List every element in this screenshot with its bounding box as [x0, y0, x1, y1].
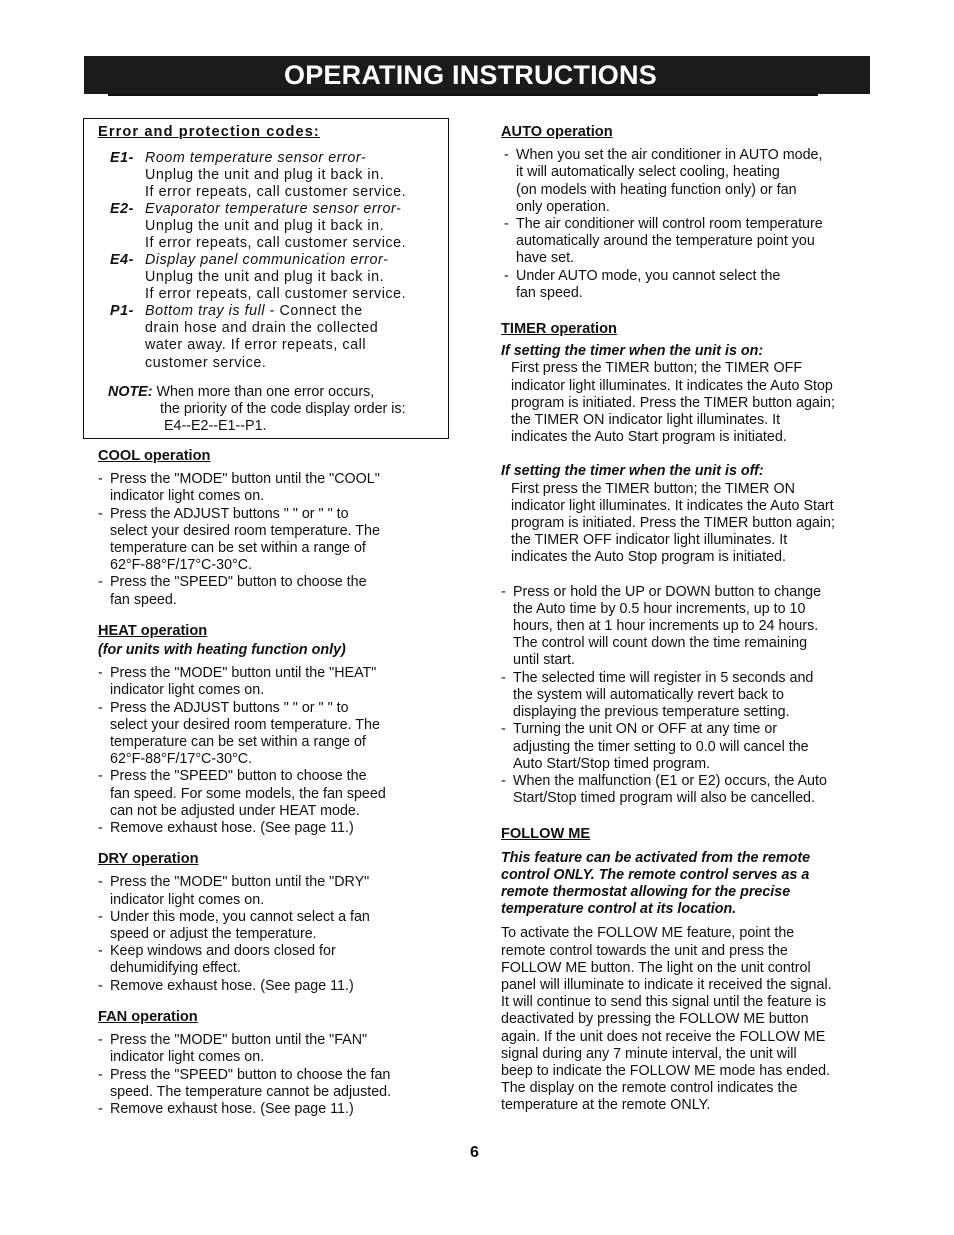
item-line: indicator light comes on. — [110, 891, 265, 908]
timer-off-text — [501, 481, 873, 567]
list-item: - Press the "MODE" button until the "COOL" indicator light comes on. — [98, 471, 458, 505]
text-line: indicates the Auto Start program is initiated. — [511, 429, 787, 446]
list-item: - Remove exhaust hose. (See page 11.) — [98, 820, 458, 837]
error-code: E4- — [110, 252, 134, 268]
error-codes-title: Error and protection codes: — [98, 124, 320, 140]
text-line: The display on the remote control indicates the — [501, 1080, 798, 1097]
text-line: remote control towards the unit and press the — [501, 942, 788, 959]
follow-me-intro — [501, 850, 873, 919]
list-item: - Press the "MODE" button until the "DRY" indicator light comes on. — [98, 874, 458, 908]
text-line: beep to indicate the FOLLOW ME mode has ended. — [501, 1062, 831, 1079]
list-item: - Press the "SPEED" button to choose the fan speed. The temperature cannot be adjusted. — [98, 1067, 458, 1101]
item-line: only operation. — [516, 198, 610, 215]
list-item: - Under this mode, you cannot select a fan speed or adjust the temperature. — [98, 909, 458, 943]
item-line: select your desired room temperature. The — [110, 716, 380, 733]
error-code: E1- — [110, 150, 134, 166]
item-line: Press the ADJUST buttons " " or " " to — [110, 699, 349, 716]
item-line: displaying the previous temperature setting. — [513, 704, 790, 721]
item-line: Press the "SPEED" button to choose the — [110, 768, 367, 785]
error-e1 — [110, 150, 440, 202]
dry-heading: DRY operation — [98, 851, 199, 868]
error-e4 — [110, 252, 440, 304]
list-item: - Turning the unit ON or OFF at any time or adjusting the timer setting to 0.0 will cancel the Auto Start/Stop timed program. — [501, 721, 873, 773]
list-item: - When the malfunction (E1 or E2) occurs, the Auto Start/Stop timed program will also be cancelled. — [501, 773, 873, 807]
text-line: indicator light illuminates. It indicates the Auto Start — [511, 497, 834, 514]
error-line: drain hose and drain the collected — [145, 320, 379, 337]
item-line: (on models with heating function only) or fan — [516, 181, 797, 198]
item-line: The air conditioner will control room temperature — [516, 216, 823, 233]
follow-me-section — [501, 826, 873, 1114]
timer-on-title: If setting the timer when the unit is on: — [501, 343, 764, 360]
list-item: - Press the "SPEED" button to choose the fan speed. — [98, 574, 458, 608]
title-bar — [84, 56, 870, 94]
item-line: When the malfunction (E1 or E2) occurs, the Auto — [513, 772, 827, 789]
item-line: Press the "SPEED" button to choose the — [110, 574, 367, 591]
item-line: until start. — [513, 652, 575, 669]
text-line: deactivated by pressing the FOLLOW ME button — [501, 1011, 809, 1028]
item-line: Auto Start/Stop timed program. — [513, 755, 711, 772]
item-line: The control will count down the time remaining — [513, 635, 808, 652]
list-item: - The air conditioner will control room temperature automatically around the temperature point you have set. — [504, 216, 873, 268]
item-line: Remove exhaust hose. (See page 11.) — [110, 977, 354, 994]
item-line: Remove exhaust hose. (See page 11.) — [110, 1100, 354, 1117]
item-line: The selected time will register in 5 seconds and — [513, 669, 814, 686]
item-line: adjusting the timer setting to 0.0 will cancel the — [513, 738, 809, 755]
dry-section — [98, 851, 458, 995]
cool-section — [98, 448, 458, 609]
item-line: Turning the unit ON or OFF at any time or — [513, 721, 778, 738]
follow-me-heading: FOLLOW ME — [501, 826, 591, 843]
text-line: temperature at the remote ONLY. — [501, 1097, 711, 1114]
timer-on-text — [501, 360, 873, 446]
list-item: - Keep windows and doors closed for dehumidifying effect. — [98, 943, 458, 977]
item-line: Start/Stop timed program will also be cancelled. — [513, 790, 815, 807]
item-line: indicator light comes on. — [110, 682, 265, 699]
follow-me-body — [501, 925, 873, 1114]
list-item: - Press the ADJUST buttons " " or " " to select your desired room temperature. The temperature can be set within a range of 62°F-88°F/17°C-30°C. — [98, 506, 458, 575]
text-line: again. If the unit does not receive the FOLLOW ME — [501, 1028, 826, 1045]
left-column — [98, 448, 458, 1118]
text-line: indicator light illuminates. It indicates the Auto Stop — [511, 377, 833, 394]
error-code: E2- — [110, 201, 134, 217]
text-line: the TIMER OFF indicator light illuminates. It — [511, 532, 788, 549]
text-line: indicates the Auto Stop program is initiated. — [511, 549, 786, 566]
text-line: It will continue to send this signal until the feature is — [501, 994, 827, 1011]
item-line: 62°F-88°F/17°C-30°C. — [110, 751, 253, 768]
item-line: 62°F-88°F/17°C-30°C. — [110, 557, 253, 574]
error-line: If error repeats, call customer service. — [145, 184, 407, 201]
item-line: Press or hold the UP or DOWN button to change — [513, 583, 822, 600]
list-item: - When you set the air conditioner in AUTO mode, it will automatically select cooling, heating (on models with heating function only) or fan only operation. — [504, 147, 873, 216]
timer-heading: TIMER operation — [501, 321, 617, 338]
error-e2 — [110, 201, 440, 253]
list-item: - Under AUTO mode, you cannot select the fan speed. — [504, 268, 873, 302]
list-item: - Press the "MODE" button until the "FAN" indicator light comes on. — [98, 1032, 458, 1066]
item-line: Press the "MODE" button until the "FAN" — [110, 1032, 368, 1049]
item-line: fan speed. — [110, 591, 177, 608]
auto-heading: AUTO operation — [501, 124, 613, 140]
text-line: program is initiated. Press the TIMER button again; — [511, 394, 835, 411]
item-line: Press the ADJUST buttons " " or " " to — [110, 505, 349, 522]
text-line: First press the TIMER button; the TIMER OFF — [511, 360, 803, 377]
error-name-rest: - Connect the — [265, 303, 363, 319]
item-line: Press the "SPEED" button to choose the fan — [110, 1066, 391, 1083]
heat-heading: HEAT operation — [98, 622, 208, 639]
error-note — [108, 384, 438, 436]
text-line: panel will illuminate to indicate it received the signal. — [501, 976, 832, 993]
timer-section — [501, 321, 873, 807]
text-line: remote thermostat allowing for the precise — [501, 883, 791, 900]
error-p1 — [110, 303, 440, 372]
timer-off-title: If setting the timer when the unit is off: — [501, 463, 764, 480]
item-line: Under AUTO mode, you cannot select the — [516, 267, 781, 284]
item-line: fan speed. — [516, 284, 583, 301]
list-item: - Press the "MODE" button until the "HEAT" indicator light comes on. — [98, 665, 458, 699]
item-line: speed or adjust the temperature. — [110, 926, 317, 943]
fan-section — [98, 1009, 458, 1118]
list-item: - Press the ADJUST buttons " " or " " to select your desired room temperature. The temperature can be set within a range of 62°F-88°F/17°C-30°C. — [98, 700, 458, 769]
list-item: - Press the "SPEED" button to choose the fan speed. For some models, the fan speed can not be adjusted under HEAT mode. — [98, 768, 458, 820]
error-line: If error repeats, call customer service. — [145, 235, 407, 252]
text-line: the TIMER ON indicator light illuminates. It — [511, 412, 781, 429]
item-line: Under this mode, you cannot select a fan — [110, 908, 370, 925]
item-line: Keep windows and doors closed for — [110, 943, 336, 960]
list-item: - Remove exhaust hose. (See page 11.) — [98, 978, 458, 995]
item-line: temperature can be set within a range of — [110, 540, 366, 557]
item-line: the Auto time by 0.5 hour increments, up to 10 — [513, 600, 806, 617]
text-line: signal during any 7 minute interval, the unit will — [501, 1045, 797, 1062]
auto-section — [501, 124, 873, 302]
list-item: - Remove exhaust hose. (See page 11.) — [98, 1101, 458, 1118]
item-line: can not be adjusted under HEAT mode. — [110, 802, 360, 819]
text-line: control ONLY. The remote control serves as a — [501, 866, 810, 883]
list-item: - Press or hold the UP or DOWN button to change the Auto time by 0.5 hour increments, up to 10 hours, then at 1 hour increments up to 24 hours. The control will count down the time remaining until start. — [501, 584, 873, 670]
fan-heading: FAN operation — [98, 1008, 198, 1025]
error-line: water away. If error repeats, call — [145, 337, 367, 354]
text-line: To activate the FOLLOW ME feature, point the — [501, 925, 795, 942]
heat-section — [98, 623, 458, 837]
item-line: speed. The temperature cannot be adjusted. — [110, 1083, 392, 1100]
cool-heading: COOL operation — [98, 448, 211, 464]
text-line: This feature can be activated from the remote — [501, 849, 811, 866]
error-code: P1- — [110, 303, 134, 319]
error-name: Evaporator temperature sensor error- — [145, 201, 402, 217]
right-column — [501, 124, 873, 1115]
error-name: Display panel communication error- — [145, 252, 389, 268]
item-line: Press the "MODE" button until the "HEAT" — [110, 665, 377, 682]
note-line: E4--E2--E1--P1. — [164, 418, 267, 435]
page-title: OPERATING INSTRUCTIONS — [284, 60, 657, 90]
item-line: dehumidifying effect. — [110, 960, 241, 977]
text-line: FOLLOW ME button. The light on the unit control — [501, 959, 811, 976]
item-line: have set. — [516, 250, 575, 267]
note-label: NOTE: — [108, 384, 153, 400]
item-line: indicator light comes on. — [110, 1049, 265, 1066]
error-line: If error repeats, call customer service. — [145, 286, 407, 303]
item-line: indicator light comes on. — [110, 488, 265, 505]
item-line: Remove exhaust hose. (See page 11.) — [110, 820, 354, 837]
error-name: Bottom tray is full — [145, 303, 266, 319]
heat-subheading: (for units with heating function only) — [98, 642, 346, 659]
item-line: it will automatically select cooling, heating — [516, 164, 780, 181]
text-line: First press the TIMER button; the TIMER ON — [511, 480, 795, 497]
item-line: temperature can be set within a range of — [110, 734, 366, 751]
text-line: program is initiated. Press the TIMER button again; — [511, 515, 835, 532]
item-line: hours, then at 1 hour increments up to 24 hours. — [513, 618, 819, 635]
item-line: automatically around the temperature point you — [516, 233, 815, 250]
title-underline — [108, 94, 818, 96]
error-name: Room temperature sensor error- — [145, 150, 367, 166]
note-line: the priority of the code display order is: — [160, 401, 406, 418]
item-line: Press the "MODE" button until the "COOL" — [110, 471, 380, 488]
error-line: customer service. — [145, 354, 267, 371]
item-line: the system will automatically revert back to — [513, 686, 784, 703]
list-item: - The selected time will register in 5 seconds and the system will automatically revert back to displaying the previous temperature setting. — [501, 670, 873, 722]
text-line: temperature control at its location. — [501, 901, 737, 918]
item-line: fan speed. For some models, the fan speed — [110, 785, 386, 802]
page-number: 6 — [470, 1144, 479, 1161]
error-line: Unplug the unit and plug it back in. — [145, 218, 385, 235]
error-line: Unplug the unit and plug it back in. — [145, 167, 385, 184]
error-line: Unplug the unit and plug it back in. — [145, 269, 385, 286]
error-codes-box — [83, 118, 449, 439]
note-line: When more than one error occurs, — [156, 384, 375, 400]
item-line: Press the "MODE" button until the "DRY" — [110, 874, 370, 891]
item-line: select your desired room temperature. The — [110, 522, 380, 539]
item-line: When you set the air conditioner in AUTO mode, — [516, 147, 823, 164]
